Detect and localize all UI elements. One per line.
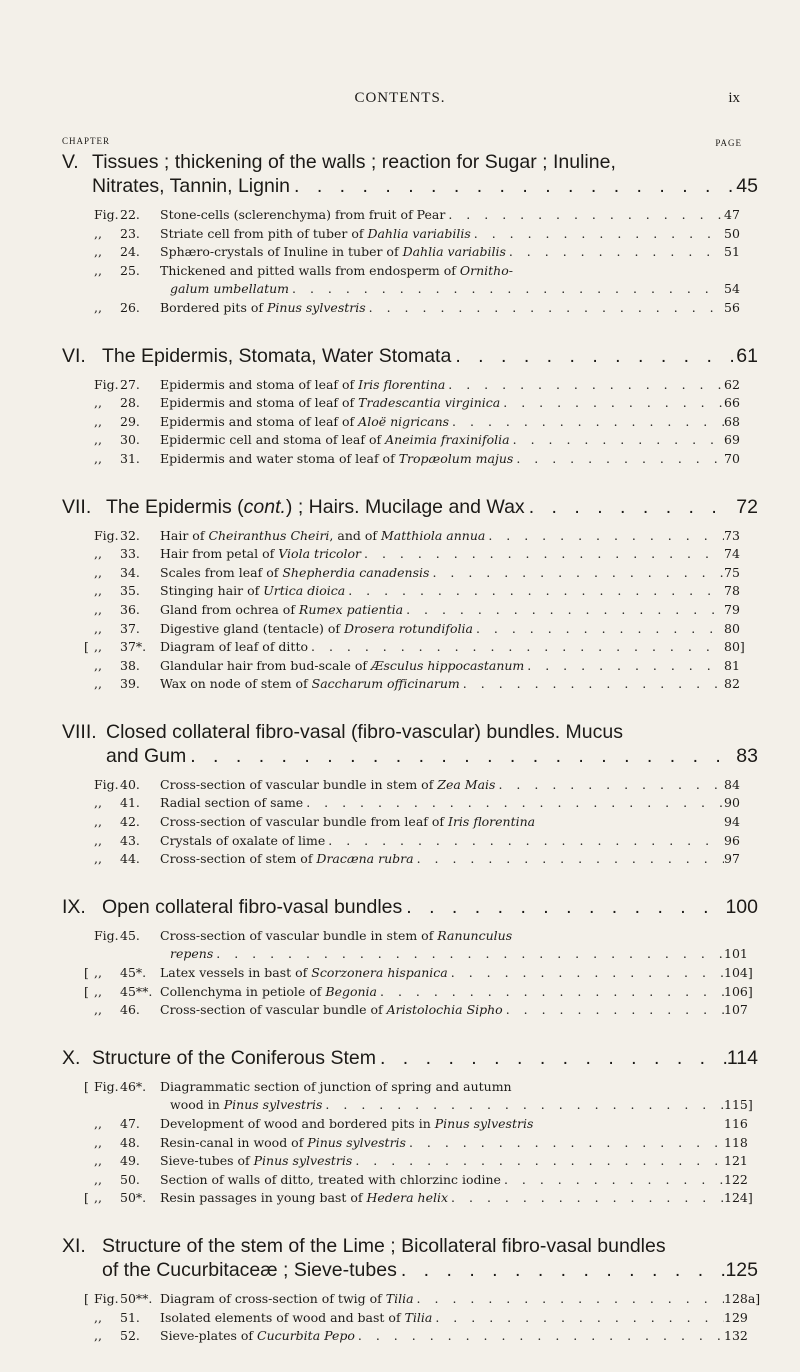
chapter-entry xyxy=(62,1234,761,1346)
figure-prefix: ,, xyxy=(94,795,102,811)
figure-prefix: Fig. xyxy=(94,207,119,222)
figure-number: 48. xyxy=(120,1134,140,1150)
figure-page: 75 xyxy=(724,564,740,580)
figure-entry xyxy=(84,1096,758,1115)
chapter-page: 45 xyxy=(736,175,758,197)
figure-entry xyxy=(84,794,758,813)
figure-entry xyxy=(84,813,758,832)
figure-entry xyxy=(84,927,758,946)
figure-number: 29. xyxy=(120,413,140,429)
figure-entry xyxy=(84,1115,758,1134)
chapter-heading xyxy=(62,150,758,198)
figure-number: 37*. xyxy=(120,639,147,655)
figure-entry xyxy=(84,638,758,657)
figure-prefix: ,, xyxy=(94,1002,102,1018)
leader-dots xyxy=(473,620,724,639)
figure-page: 124] xyxy=(724,1190,753,1206)
figure-prefix: ,, xyxy=(94,1116,102,1131)
chapter-heading xyxy=(62,1046,758,1070)
figure-entry xyxy=(84,545,758,564)
figure-number: 42. xyxy=(120,814,140,830)
chapter-heading xyxy=(62,495,758,519)
chapter-number: VII. xyxy=(62,495,92,518)
figure-caption: galum umbellatum xyxy=(170,281,290,297)
chapter-entry xyxy=(62,895,758,1020)
figure-number: 50**. xyxy=(120,1290,153,1306)
figure-caption: Sphæro-crystals of Inuline in tuber of Dahlia variabilis xyxy=(160,244,506,260)
chapter-title: Structure of the Coniferous Stem xyxy=(92,1046,376,1069)
figure-number: 32. xyxy=(120,527,140,543)
chapter-title-line2: and Gum xyxy=(106,744,187,767)
figure-page: 78 xyxy=(724,583,740,599)
figure-prefix: ,, xyxy=(94,1309,102,1325)
figure-number: 28. xyxy=(120,395,140,411)
figure-caption: Collenchyma in petiole of Begonia xyxy=(160,983,378,999)
leader-dots xyxy=(355,1327,724,1346)
figure-entry xyxy=(84,675,758,694)
figure-caption: Epidermis and water stoma of leaf of Tropæolum majus xyxy=(160,450,514,466)
figure-entry xyxy=(84,1152,758,1171)
figure-caption: Section of walls of ditto, treated with chlorzinc iodine xyxy=(160,1171,501,1187)
figure-number: 50. xyxy=(120,1171,140,1187)
figure-page: 90 xyxy=(724,795,740,811)
leader-dots xyxy=(289,280,724,299)
figure-prefix: ,, xyxy=(94,1153,102,1169)
figure-prefix: ,, xyxy=(94,676,102,692)
figure-entry xyxy=(84,1189,758,1208)
figure-caption: Epidermis and stoma of leaf of Aloë nigricans xyxy=(160,413,450,429)
leader-dots xyxy=(445,206,724,225)
figure-prefix: ,, xyxy=(94,299,102,315)
figure-number: 44. xyxy=(120,851,140,867)
chapter-heading xyxy=(62,720,758,768)
figure-entry xyxy=(84,1171,758,1190)
leader-dots xyxy=(448,1189,724,1208)
figure-caption: Epidermis and stoma of leaf of Tradescantia virginica xyxy=(160,395,501,411)
figure-page: 51 xyxy=(724,244,740,260)
figure-entry xyxy=(84,1134,758,1153)
table-of-contents xyxy=(62,150,761,1372)
leader-dots xyxy=(414,1290,724,1309)
figure-page: 81 xyxy=(724,657,740,673)
figure-bracket: [ xyxy=(84,965,89,981)
figure-prefix: ,, xyxy=(94,639,102,655)
figure-page: 94 xyxy=(724,814,740,830)
figure-caption: Stinging hair of Urtica dioica xyxy=(160,583,346,599)
leader-dots xyxy=(345,582,724,601)
leader-dots xyxy=(403,601,724,620)
chapter-title: The Epidermis (cont.) ; Hairs. Mucilage and Wax xyxy=(106,495,525,518)
figure-entry xyxy=(84,225,758,244)
figure-caption: Crystals of oxalate of lime xyxy=(160,832,326,848)
figure-entry xyxy=(84,206,758,225)
figure-number: 40. xyxy=(120,776,140,792)
figure-entry xyxy=(84,431,758,450)
figure-bracket: [ xyxy=(84,1078,89,1094)
figure-number: 36. xyxy=(120,601,140,617)
chapter-page: 61 xyxy=(736,344,758,367)
figure-page: 97 xyxy=(724,851,740,867)
figure-page: 96 xyxy=(724,832,740,848)
figure-bracket: [ xyxy=(84,639,89,655)
figure-page: 82 xyxy=(724,676,740,692)
figure-page: 115] xyxy=(724,1097,753,1113)
figure-entry xyxy=(84,776,758,795)
chapter-title: Open collateral fibro-vasal bundles xyxy=(102,895,403,918)
figure-prefix: ,, xyxy=(94,583,102,599)
leader-dots xyxy=(186,744,736,768)
figure-page: 132 xyxy=(724,1328,748,1344)
figure-page: 54 xyxy=(724,281,740,297)
chapter-entry xyxy=(62,344,758,469)
chapter-heading xyxy=(62,1234,758,1282)
chapter-number: X. xyxy=(62,1046,81,1069)
leader-dots xyxy=(406,1134,724,1153)
leader-dots xyxy=(448,964,724,983)
figure-number: 30. xyxy=(120,432,140,448)
figure-number: 49. xyxy=(120,1153,140,1169)
chapter-title-line2: Nitrates, Tannin, Lignin xyxy=(92,175,291,197)
figure-caption: Sieve-plates of Cucurbita Pepo xyxy=(160,1328,355,1344)
chapter-title-line1: Structure of the stem of the Lime ; Bicollateral fibro-vasal bundles xyxy=(102,1234,666,1257)
figure-page: 128a] xyxy=(724,1290,761,1306)
leader-dots xyxy=(377,983,724,1002)
figure-page: 68 xyxy=(724,413,740,429)
chapter-page: 100 xyxy=(725,895,758,918)
figure-prefix: ,, xyxy=(94,395,102,411)
figure-page: 80 xyxy=(724,620,740,636)
figure-number: 35. xyxy=(120,583,140,599)
figure-page: 107 xyxy=(724,1002,748,1018)
leader-dots xyxy=(485,527,724,546)
figure-number: 51. xyxy=(120,1309,140,1325)
figure-number: 31. xyxy=(120,450,140,466)
figure-entry xyxy=(84,601,758,620)
figure-number: 46. xyxy=(120,1002,140,1018)
figure-page: 121 xyxy=(724,1153,748,1169)
figure-page: 69 xyxy=(724,432,740,448)
figure-entry xyxy=(84,394,758,413)
figure-page: 79 xyxy=(724,601,740,617)
column-label-chapter: CHAPTER xyxy=(62,136,111,146)
figure-number: 47. xyxy=(120,1116,140,1131)
figure-list xyxy=(62,527,758,694)
figure-number: 25. xyxy=(120,262,140,278)
figure-number: 45. xyxy=(120,927,140,943)
figure-entry xyxy=(84,243,758,262)
figure-prefix: ,, xyxy=(94,1171,102,1187)
figure-entry xyxy=(84,964,758,983)
figure-prefix: Fig. xyxy=(94,776,119,792)
leader-dots xyxy=(510,431,724,450)
figure-entry xyxy=(84,620,758,639)
figure-page: 74 xyxy=(724,546,740,562)
figure-caption: Hair from petal of Viola tricolor xyxy=(160,546,362,562)
figure-page: 70 xyxy=(724,450,740,466)
figure-prefix: Fig. xyxy=(94,527,119,543)
figure-number: 37. xyxy=(120,620,140,636)
figure-number: 45**. xyxy=(120,983,153,999)
figure-bracket: [ xyxy=(84,1290,89,1306)
figure-entry xyxy=(84,1290,761,1309)
figure-prefix: ,, xyxy=(94,432,102,448)
figure-number: 23. xyxy=(120,225,140,241)
leader-dots xyxy=(308,638,724,657)
figure-entry xyxy=(84,450,758,469)
figure-list xyxy=(62,1290,761,1346)
figure-prefix: ,, xyxy=(94,262,102,278)
figure-prefix: ,, xyxy=(94,413,102,429)
figure-prefix: ,, xyxy=(94,965,102,981)
leader-dots xyxy=(325,832,724,851)
chapter-page: 125 xyxy=(725,1258,758,1281)
figure-list xyxy=(62,1078,758,1208)
figure-prefix: ,, xyxy=(94,1190,102,1206)
figure-entry xyxy=(84,1078,758,1097)
leader-dots xyxy=(503,1001,724,1020)
chapter-entry xyxy=(62,495,758,694)
page-number: ix xyxy=(728,90,740,106)
figure-prefix: ,, xyxy=(94,601,102,617)
leader-dots xyxy=(506,243,724,262)
figure-prefix: Fig. xyxy=(94,927,119,943)
leader-dots xyxy=(322,1096,724,1115)
leader-dots xyxy=(500,394,724,413)
figure-entry xyxy=(84,1001,758,1020)
figure-entry xyxy=(84,1309,758,1328)
chapter-number: XI. xyxy=(62,1234,86,1257)
figure-number: 50*. xyxy=(120,1190,147,1206)
chapter-entry xyxy=(62,150,758,318)
figure-caption: Resin passages in young bast of Hedera helix xyxy=(160,1190,449,1206)
figure-number: 43. xyxy=(120,832,140,848)
leader-dots xyxy=(352,1152,724,1171)
leader-dots xyxy=(449,413,724,432)
chapter-number: V. xyxy=(62,151,79,173)
figure-page: 116 xyxy=(724,1116,748,1131)
figure-caption: Cross-section of vascular bundle of Aristolochia Sipho xyxy=(160,1002,503,1018)
figure-caption: Diagrammatic section of junction of spring and autumn xyxy=(160,1078,512,1094)
leader-dots xyxy=(303,794,724,813)
figure-caption: Isolated elements of wood and bast of Tilia xyxy=(160,1309,433,1325)
leader-dots xyxy=(414,850,724,869)
figure-page: 101 xyxy=(724,946,748,962)
figure-prefix: ,, xyxy=(94,1328,102,1344)
figure-page: 84 xyxy=(724,776,740,792)
figure-page: 73 xyxy=(724,527,740,543)
chapter-number: IX. xyxy=(62,895,86,918)
leader-dots xyxy=(501,1171,724,1190)
figure-prefix: Fig. xyxy=(94,376,119,392)
figure-caption: Bordered pits of Pinus sylvestris xyxy=(160,299,366,315)
leader-dots xyxy=(460,675,724,694)
figure-entry xyxy=(84,413,758,432)
leader-dots xyxy=(524,657,724,676)
figure-list xyxy=(62,927,758,1020)
figure-entry xyxy=(84,262,758,281)
figure-entry xyxy=(84,850,758,869)
figure-entry xyxy=(84,299,758,318)
figure-prefix: ,, xyxy=(94,657,102,673)
figure-page: 118 xyxy=(724,1134,748,1150)
chapter-entry xyxy=(62,1046,758,1208)
figure-number: 45*. xyxy=(120,965,147,981)
figure-caption: Radial section of same xyxy=(160,795,304,811)
chapter-title-line2: of the Cucurbitaceæ ; Sieve-tubes xyxy=(102,1258,397,1281)
figure-prefix: ,, xyxy=(94,244,102,260)
figure-prefix: ,, xyxy=(94,814,102,830)
figure-caption: Gland from ochrea of Rumex patientia xyxy=(160,601,404,617)
figure-number: 52. xyxy=(120,1328,140,1344)
figure-list xyxy=(62,776,758,869)
figure-bracket: [ xyxy=(84,1190,89,1206)
figure-entry xyxy=(84,1327,758,1346)
figure-caption: Digestive gland (tentacle) of Drosera rotundifolia xyxy=(160,620,473,636)
figure-entry xyxy=(84,564,758,583)
figure-caption: Diagram of cross-section of twig of Tilia xyxy=(160,1290,414,1306)
figure-bracket: [ xyxy=(84,983,89,999)
figure-page: 80] xyxy=(724,639,745,655)
leader-dots xyxy=(366,299,724,318)
figure-caption: repens xyxy=(170,946,214,962)
figure-page: 104] xyxy=(724,965,753,981)
figure-number: 41. xyxy=(120,795,140,811)
chapter-title-line1: Closed collateral fibro-vasal (fibro-vascular) bundles. Mucus xyxy=(106,720,623,743)
running-head: CONTENTS. xyxy=(354,90,446,106)
figure-caption: Latex vessels in bast of Scorzonera hispanica xyxy=(160,965,448,981)
leader-dots xyxy=(429,564,724,583)
figure-number: 33. xyxy=(120,546,140,562)
chapter-heading xyxy=(62,895,758,919)
figure-prefix: ,, xyxy=(94,620,102,636)
figure-number: 22. xyxy=(120,207,140,222)
figure-number: 34. xyxy=(120,564,140,580)
leader-dots xyxy=(361,545,724,564)
chapter-number: VI. xyxy=(62,344,86,367)
figure-caption: Epidermis and stoma of leaf of Iris florentina xyxy=(160,376,446,392)
figure-page: 62 xyxy=(724,376,740,392)
leader-dots xyxy=(402,895,725,919)
chapter-heading xyxy=(62,344,758,368)
figure-prefix: ,, xyxy=(94,832,102,848)
leader-dots xyxy=(397,1258,726,1282)
figure-entry xyxy=(84,280,758,299)
figure-caption: Thickened and pitted walls from endosperm of Ornitho- xyxy=(160,262,513,278)
chapter-title: The Epidermis, Stomata, Water Stomata xyxy=(102,344,452,367)
figure-caption: wood in Pinus sylvestris xyxy=(170,1097,323,1113)
figure-entry xyxy=(84,983,758,1002)
figure-caption: Epidermic cell and stoma of leaf of Aneimia fraxinifolia xyxy=(160,432,510,448)
figure-caption: Sieve-tubes of Pinus sylvestris xyxy=(160,1153,353,1169)
column-label-page: PAGE xyxy=(715,138,742,148)
chapter-page: 72 xyxy=(736,495,758,518)
figure-number: 46*. xyxy=(120,1078,147,1094)
figure-caption: Striate cell from pith of tuber of Dahlia variabilis xyxy=(160,225,471,241)
chapter-page: 83 xyxy=(736,744,758,767)
figure-number: 39. xyxy=(120,676,140,692)
figure-caption: Cross-section of stem of Dracæna rubra xyxy=(160,851,414,867)
figure-page: 66 xyxy=(724,395,740,411)
figure-number: 26. xyxy=(120,299,140,315)
figure-number: 24. xyxy=(120,244,140,260)
leader-dots xyxy=(445,376,724,395)
figure-page: 122 xyxy=(724,1171,748,1187)
figure-prefix: ,, xyxy=(94,983,102,999)
figure-caption: Scales from leaf of Shepherdia canadensis xyxy=(160,564,430,580)
figure-caption: Diagram of leaf of ditto xyxy=(160,639,308,655)
figure-list xyxy=(62,206,758,318)
figure-caption: Hair of Cheiranthus Cheiri, and of Matthiola annua xyxy=(160,527,486,543)
leader-dots xyxy=(213,945,724,964)
figure-caption: Stone-cells (sclerenchyma) from fruit of Pear xyxy=(160,207,446,222)
figure-caption: Cross-section of vascular bundle in stem of Zea Mais xyxy=(160,776,496,792)
figure-number: 27. xyxy=(120,376,140,392)
figure-number: 38. xyxy=(120,657,140,673)
figure-prefix: ,, xyxy=(94,1134,102,1150)
chapter-page: 114 xyxy=(726,1046,758,1069)
figure-page: 50 xyxy=(724,225,740,241)
figure-prefix: ,, xyxy=(94,851,102,867)
figure-prefix: ,, xyxy=(94,450,102,466)
figure-entry xyxy=(84,582,758,601)
leader-dots xyxy=(513,450,724,469)
figure-page: 56 xyxy=(724,299,740,315)
figure-entry xyxy=(84,945,758,964)
figure-entry xyxy=(84,376,758,395)
leader-dots xyxy=(471,225,724,244)
figure-page: 47 xyxy=(724,207,740,222)
leader-dots xyxy=(290,174,736,198)
figure-prefix: ,, xyxy=(94,225,102,241)
figure-caption: Cross-section of vascular bundle from leaf of Iris florentina xyxy=(160,814,536,830)
figure-page: 129 xyxy=(724,1309,748,1325)
leader-dots xyxy=(495,776,724,795)
figure-entry xyxy=(84,527,758,546)
figure-prefix: ,, xyxy=(94,546,102,562)
figure-prefix: ,, xyxy=(94,564,102,580)
leader-dots xyxy=(376,1046,727,1070)
figure-list xyxy=(62,376,758,469)
figure-page: 106] xyxy=(724,983,753,999)
figure-prefix: Fig. xyxy=(94,1078,119,1094)
leader-dots xyxy=(525,495,737,519)
leader-dots xyxy=(432,1309,724,1328)
figure-entry xyxy=(84,832,758,851)
figure-caption: Resin-canal in wood of Pinus sylvestris xyxy=(160,1134,406,1150)
figure-caption: Cross-section of vascular bundle in stem of Ranunculus xyxy=(160,927,513,943)
chapter-title-line1: Tissues ; thickening of the walls ; reaction for Sugar ; Inuline, xyxy=(92,151,616,173)
figure-caption: Wax on node of stem of Saccharum officinarum xyxy=(160,676,460,692)
figure-caption: Glandular hair from bud-scale of Æsculus hippocastanum xyxy=(160,657,525,673)
figure-caption: Development of wood and bordered pits in Pinus sylvestris xyxy=(160,1116,534,1131)
chapter-entry xyxy=(62,720,758,869)
chapter-number: VIII. xyxy=(62,720,97,743)
figure-prefix: Fig. xyxy=(94,1290,119,1306)
leader-dots xyxy=(451,344,736,368)
figure-entry xyxy=(84,657,758,676)
